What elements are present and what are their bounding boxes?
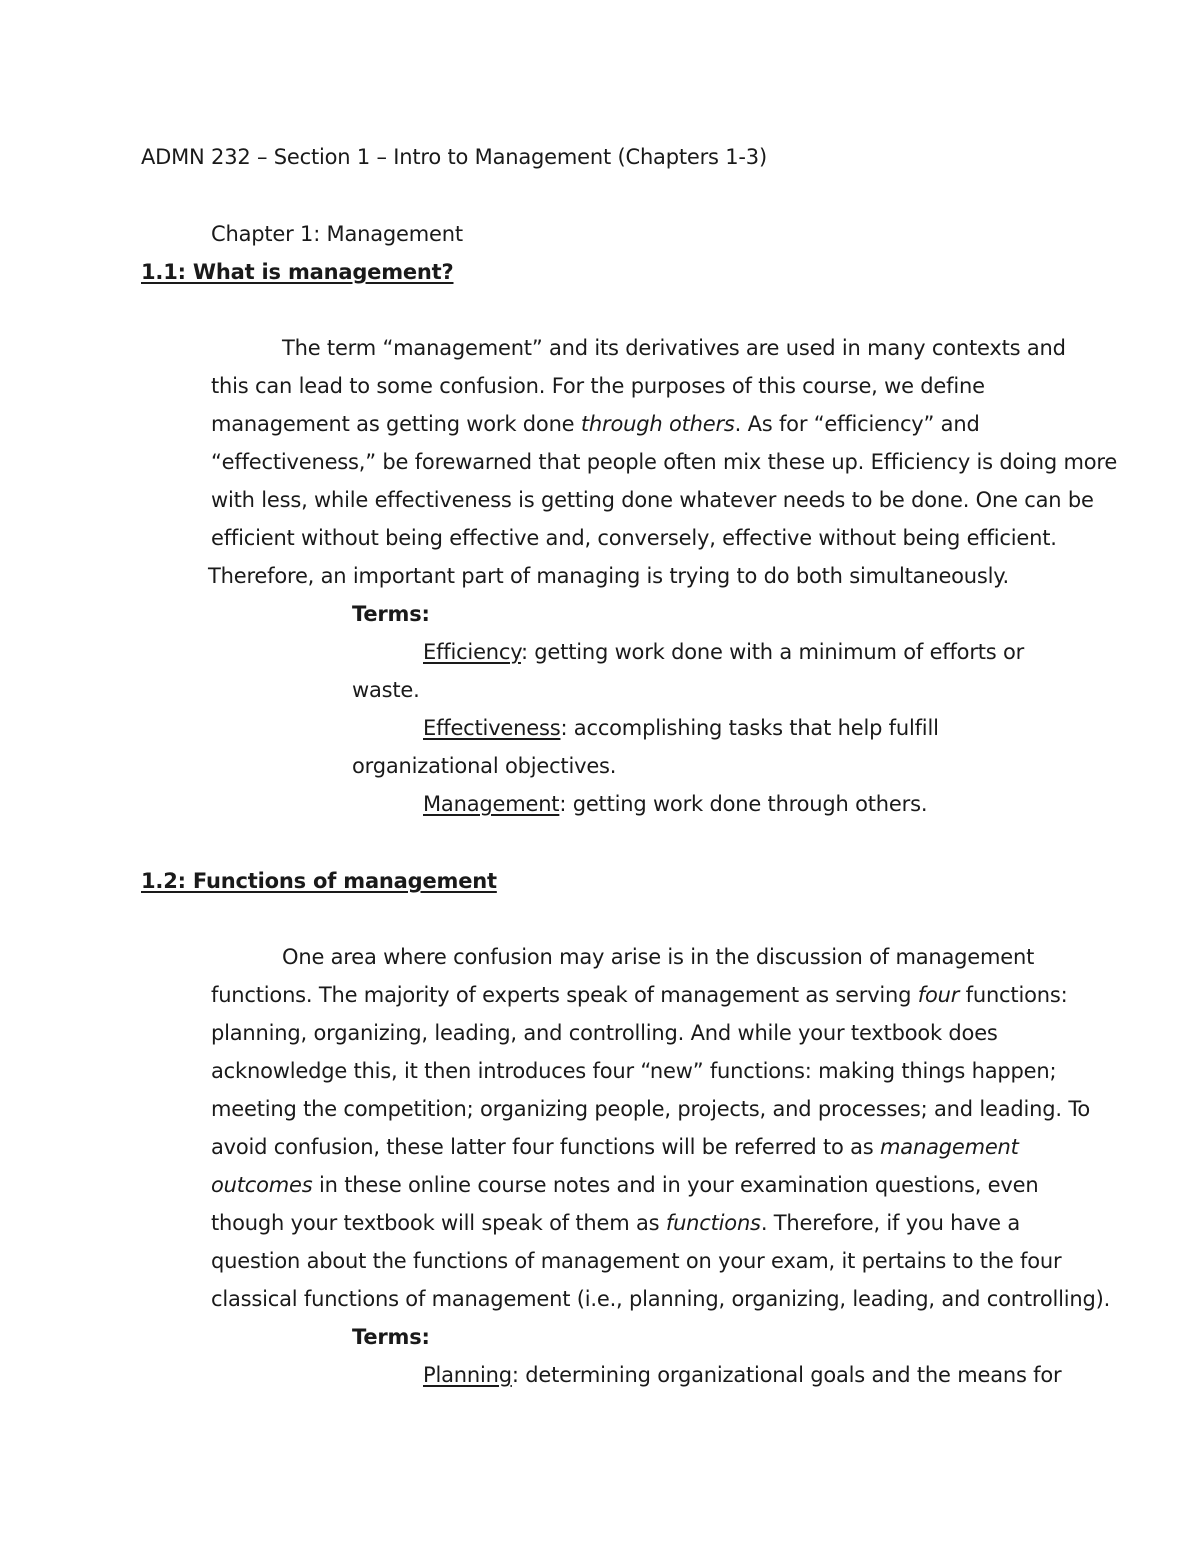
term-def: : getting work done with a minimum of efforts or <box>520 640 1025 664</box>
emphasis-text: outcomes <box>211 1173 313 1197</box>
term-name: Efficiency <box>423 640 521 664</box>
term-name: Planning <box>423 1363 512 1387</box>
paragraph-line <box>211 1209 1020 1237</box>
text-run: management as getting work done <box>211 412 581 436</box>
document-title: ADMN 232 – Section 1 – Intro to Management (Chapters 1-3) <box>141 145 767 169</box>
terms-label: Terms: <box>352 602 430 626</box>
paragraph-line: this can lead to some confusion. For the purposes of this course, we define <box>211 374 985 398</box>
paragraph-line: The term “management” and its derivatives are used in many contexts and <box>282 336 1066 360</box>
text-run: . Therefore, if you have a <box>760 1211 1021 1235</box>
term-definition-continued: organizational objectives. <box>352 754 617 778</box>
term-definition <box>423 638 1024 666</box>
section-heading-1-1: 1.1: What is management? <box>141 260 454 284</box>
text-run: . As for “efficiency” and <box>734 412 980 436</box>
terms-label: Terms: <box>352 1325 430 1349</box>
term-name: Management <box>423 792 560 816</box>
paragraph-line: classical functions of management (i.e., planning, organizing, leading, and controlling). <box>211 1287 1111 1311</box>
paragraph-line: meeting the competition; organizing people, projects, and processes; and leading. To <box>211 1097 1091 1121</box>
paragraph-line <box>211 981 1067 1009</box>
term-definition <box>423 714 939 742</box>
text-run: though your textbook will speak of them as <box>211 1211 666 1235</box>
paragraph-line: planning, organizing, leading, and controlling. And while your textbook does <box>211 1021 998 1045</box>
emphasis-text: through others <box>580 412 735 436</box>
emphasis-text: functions <box>665 1211 761 1235</box>
emphasis-text: management <box>880 1135 1019 1159</box>
term-def: : getting work done through others. <box>559 792 928 816</box>
emphasis-text: four <box>917 983 960 1007</box>
paragraph-line: efficient without being effective and, conversely, effective without being efficient. <box>211 526 1057 550</box>
chapter-heading: Chapter 1: Management <box>211 222 463 246</box>
paragraph-line: Therefore, an important part of managing is trying to do both simultaneously. <box>208 564 1010 588</box>
paragraph-line <box>211 1133 1019 1161</box>
term-definition <box>423 1361 1061 1389</box>
paragraph-line: with less, while effectiveness is getting done whatever needs to be done. One can be <box>211 488 1094 512</box>
paragraph-line <box>211 1171 1038 1199</box>
paragraph-line: “effectiveness,” be forewarned that people often mix these up. Efficiency is doing more <box>211 450 1118 474</box>
term-definition-continued: waste. <box>352 678 420 702</box>
paragraph-line: One area where confusion may arise is in the discussion of management <box>282 945 1035 969</box>
term-def: : accomplishing tasks that help fulfill <box>560 716 939 740</box>
text-run: functions: <box>959 983 1068 1007</box>
term-def: : determining organizational goals and the means for <box>511 1363 1062 1387</box>
paragraph-line: question about the functions of management on your exam, it pertains to the four <box>211 1249 1062 1273</box>
paragraph-line: acknowledge this, it then introduces four “new” functions: making things happen; <box>211 1059 1057 1083</box>
text-run: avoid confusion, these latter four functions will be referred to as <box>211 1135 881 1159</box>
term-definition <box>423 790 927 818</box>
section-heading-1-2: 1.2: Functions of management <box>141 869 497 893</box>
paragraph-line <box>211 410 980 438</box>
text-run: functions. The majority of experts speak of management as serving <box>211 983 918 1007</box>
term-name: Effectiveness <box>423 716 561 740</box>
text-run: in these online course notes and in your examination questions, even <box>312 1173 1039 1197</box>
